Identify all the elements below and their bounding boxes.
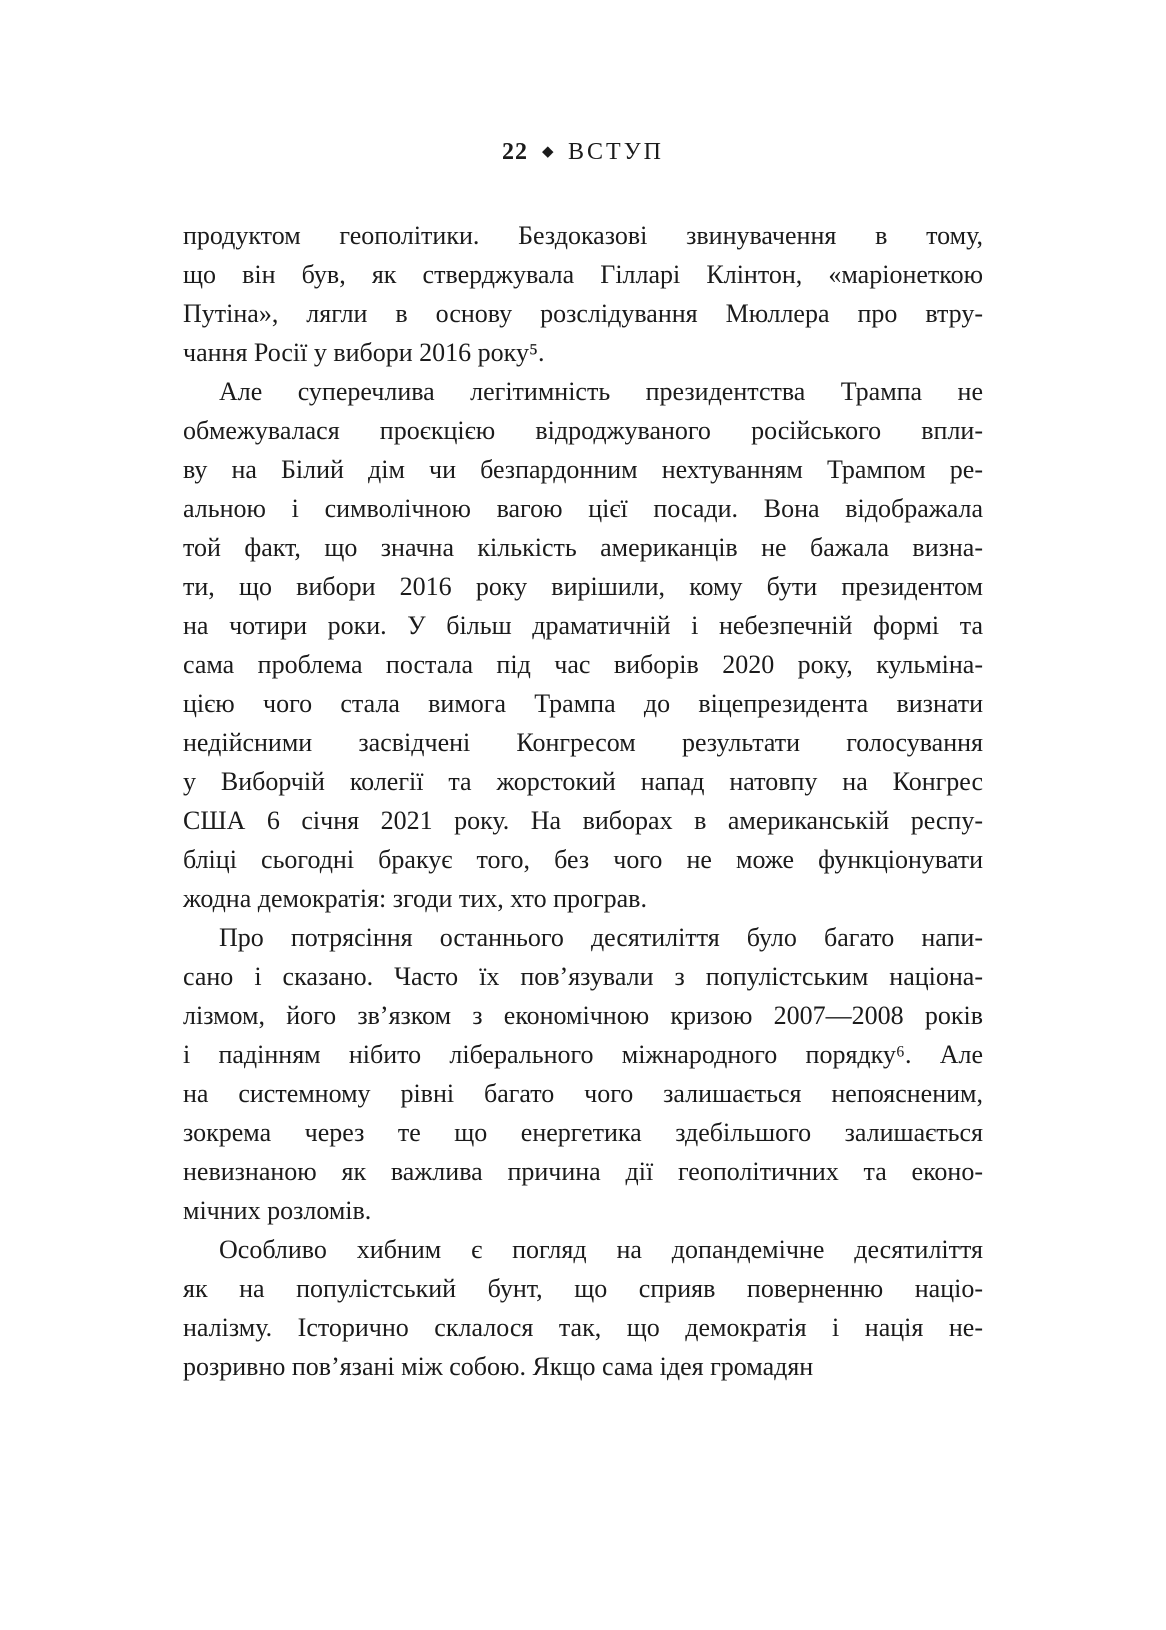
paragraph xyxy=(183,1230,983,1386)
text-column xyxy=(183,216,983,1386)
section-title: ВСТУП xyxy=(568,139,665,165)
text-line: розривно пов’язані між собою. Якщо сама ідея громадян xyxy=(183,1352,814,1381)
text-line: і падінням нібито ліберального міжнародного порядку⁶. Але xyxy=(183,1040,983,1069)
text-line: що він був, як стверджувала Гілларі Клінтон, «маріонеткою xyxy=(183,260,983,289)
text-line: жодна демократія: згоди тих, хто програв. xyxy=(183,884,647,913)
text-line: ву на Білий дім чи безпардонним нехтуванням Трампом ре- xyxy=(183,455,983,484)
text-line: Про потрясіння останнього десятиліття було багато напи- xyxy=(219,923,983,952)
text-line: Але суперечлива легітимність президентства Трампа не xyxy=(219,377,983,406)
paragraph xyxy=(183,372,983,918)
text-line: чання Росії у вибори 2016 року⁵. xyxy=(183,338,545,367)
text-line: той факт, що значна кількість американців не бажала визна- xyxy=(183,533,983,562)
page-number: 22 xyxy=(501,139,528,165)
text-line: альною і символічною вагою цієї посади. Вона відображала xyxy=(183,494,983,523)
text-line: налізму. Історично склалося так, що демократія і нація не- xyxy=(183,1313,983,1342)
text-line: у Виборчій колегії та жорстокий напад натовпу на Конгрес xyxy=(183,767,983,796)
text-line: як на популістський бунт, що сприяв поверненню націо- xyxy=(183,1274,983,1303)
paragraph xyxy=(183,216,983,372)
text-line: мічних розломів. xyxy=(183,1196,372,1225)
text-line: ти, що вибори 2016 року вирішили, кому бути президентом xyxy=(183,572,983,601)
text-line: на чотири роки. У більш драматичній і небезпечній формі та xyxy=(183,611,983,640)
text-line: США 6 січня 2021 року. На виборах в американській респу- xyxy=(183,806,983,835)
text-line: зокрема через те що енергетика здебільшого залишається xyxy=(183,1118,983,1147)
text-line: сано і сказано. Часто їх пов’язували з популістським націона- xyxy=(183,962,983,991)
text-line: недійсними засвідчені Конгресом результати голосування xyxy=(183,728,983,757)
text-line: на системному рівні багато чого залишається непоясненим, xyxy=(183,1079,983,1108)
text-line: продуктом геополітики. Бездоказові звинувачення в тому, xyxy=(183,221,983,250)
running-header xyxy=(183,138,983,166)
text-line: лізмом, його зв’язком з економічною кризою 2007—2008 років xyxy=(183,1001,983,1030)
text-line: обмежувалася проєкцією відроджуваного російського впли- xyxy=(183,416,983,445)
diamond-separator-icon: ◆ xyxy=(541,144,555,160)
text-line: сама проблема постала під час виборів 2020 року, кульміна- xyxy=(183,650,983,679)
paragraph xyxy=(183,918,983,1230)
text-line: невизнаною як важлива причина дії геополітичних та еконо- xyxy=(183,1157,983,1186)
text-line: бліці сьогодні бракує того, без чого не може функціонувати xyxy=(183,845,983,874)
text-line: Путіна», лягли в основу розслідування Мюллера про втру- xyxy=(183,299,983,328)
text-line: цією чого стала вимога Трампа до віцепрезидента визнати xyxy=(183,689,983,718)
text-line: Особливо хибним є погляд на допандемічне десятиліття xyxy=(219,1235,983,1264)
